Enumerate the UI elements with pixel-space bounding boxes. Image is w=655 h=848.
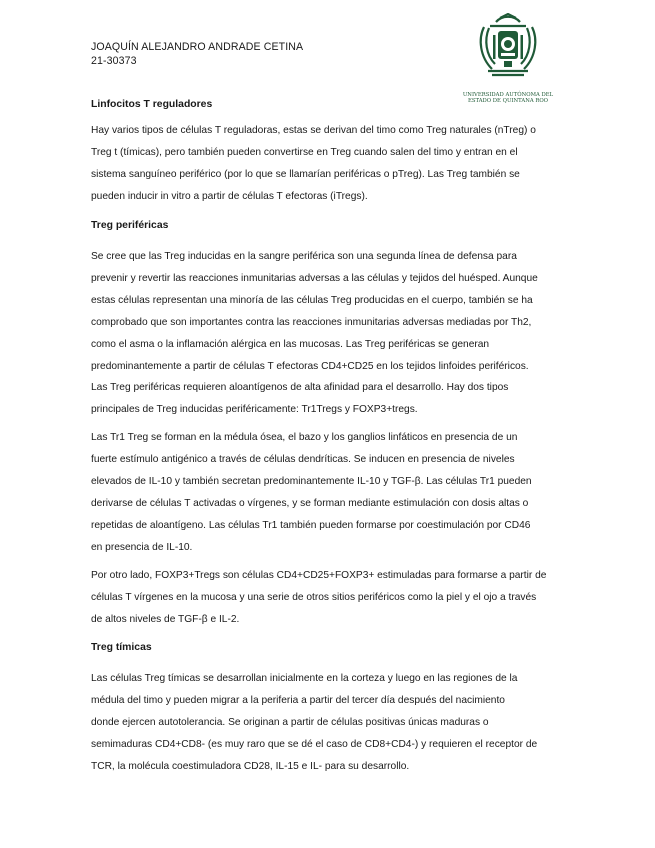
paragraph-perifericas-3 [91,565,569,631]
text-line: semimaduras CD4+CD8- (es muy raro que se dé el caso de CD8+CD4-) y requieren el receptor de [91,738,538,750]
text-line: Las Treg periféricas requieren aloantígenos de alta afinidad para el desarrollo. Hay dos tipos [91,382,509,394]
heading-treg-perifericas: Treg periféricas [91,220,169,231]
text-line: derivarse de células T activadas o vírgenes, y se forman mediante estimulación con dosis altas o [91,497,529,509]
paragraph-perifericas-2 [91,427,569,558]
text-line: médula del timo y pueden migrar a la periferia a partir del tercer día después del nacimiento [91,694,505,706]
text-line: de altos niveles de TGF-β e IL-2. [91,613,240,625]
university-name-line2: ESTADO DE QUINTANA ROO [467,97,549,104]
text-line: como el asma o la inflamación alérgica en las mucosas. Las Treg periféricas se generan [91,338,490,350]
author-id: 21-30373 [91,55,137,67]
heading-linfocitos: Linfocitos T reguladores [91,99,213,110]
university-name-line1: UNIVERSIDAD AUTÓNOMA DEL [462,92,554,98]
text-line: elevados de IL-10 y también secretan predominantemente IL-10 y TGF-β. Las células Tr1 pueden [91,475,532,487]
text-line: Las células Treg tímicas se desarrollan inicialmente en la corteza y luego en las regiones de la [91,673,518,684]
text-line: Treg t (tímicas), pero también pueden convertirse en Treg cuando salen del timo y entran en el [91,146,518,158]
text-line: en presencia de IL-10. [91,541,193,553]
text-line: donde ejercen autotolerancia. Se originan a partir de células positivas únicas maduras o [91,716,489,728]
text-line: fuerte estímulo antigénico a través de células dendríticas. Se inducen en presencia de niveles [91,453,515,465]
university-seal-icon [474,13,542,79]
university-logo [456,13,560,104]
author-block [91,40,303,68]
text-line: Las Tr1 Treg se forman en la médula ósea, el bazo y los ganglios linfáticos en presencia de un [91,432,518,443]
text-line: predominantemente a partir de células T efectoras CD4+CD25 en los tejidos linfoides periféricos. [91,360,529,372]
text-line: Por otro lado, FOXP3+Tregs son células CD4+CD25+FOXP3+ estimuladas para formarse a partir de [91,570,547,581]
university-name [456,93,560,104]
text-line: prevenir y revertir las reacciones inmunitarias adversas a las células y tejidos del huésped. Aunque [91,272,538,284]
paragraph-timicas-1 [91,668,569,778]
text-line: principales de Treg inducidas periféricamente: Tr1Tregs y FOXP3+tregs. [91,404,418,416]
paragraph-linfocitos-1 [91,120,569,208]
text-line: pueden inducir in vitro a partir de células T efectoras (iTregs). [91,190,368,202]
heading-treg-timicas: Treg tímicas [91,642,152,653]
text-line: comprobado que son importantes contra las reacciones inmunitarias adversas mediadas por Th2, [91,316,532,328]
text-line: células T vírgenes en la mucosa y una serie de otros sitios periféricos como la piel y el ojo a través [91,591,537,603]
text-line: Se cree que las Treg inducidas en la sangre periférica son una segunda línea de defensa para [91,251,517,262]
text-line: TCR, la molécula coestimuladora CD28, IL-15 e IL- para su desarrollo. [91,760,410,772]
paragraph-perifericas-1 [91,246,569,421]
author-name: JOAQUÍN ALEJANDRO ANDRADE CETINA [91,41,304,53]
text-line: Hay varios tipos de células T reguladoras, estas se derivan del timo como Treg naturales (nTreg) o [91,125,536,136]
text-line: estas células representan una minoría de las células Treg producidas en el cuerpo, también se ha [91,294,533,306]
text-line: sistema sanguíneo periférico (por lo que se llamarían periféricas o pTreg). Las Treg también se [91,168,520,180]
text-line: repetidas de aloantígeno. Las células Tr1 también pueden formarse por coestimulación por CD46 [91,519,531,531]
